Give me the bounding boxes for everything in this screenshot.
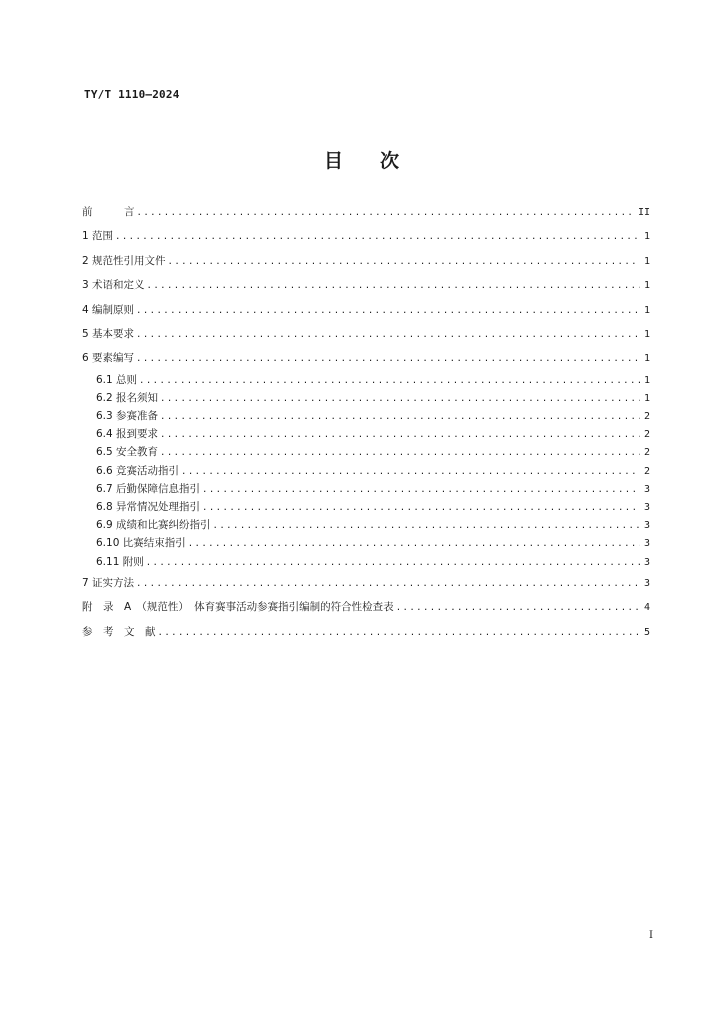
toc-entry-page: II	[637, 207, 650, 218]
dot-leader	[396, 596, 640, 620]
toc-entry-page: 5	[643, 626, 650, 638]
toc-entry-terms[interactable]	[82, 273, 650, 297]
toc-entry-label: 6.4 报到要求	[96, 428, 159, 441]
dot-leader	[158, 621, 641, 645]
toc-entry-label: 4 编制原则	[82, 303, 135, 316]
toc-entry-page: 1	[643, 374, 650, 386]
toc-entry-page: 3	[643, 483, 650, 495]
toc-entry-page: 3	[643, 538, 650, 550]
toc-entry-label: 6 要素编写	[82, 352, 135, 365]
toc-entry-label: 6.8 异常情况处理指引	[96, 501, 201, 514]
toc-entry-6-8[interactable]	[82, 498, 650, 516]
toc-entry-page: 3	[643, 520, 650, 532]
toc-entry-appendix-a[interactable]	[82, 595, 650, 619]
toc-entry-label: 6.11 附则	[96, 555, 144, 568]
toc-entry-6-5[interactable]	[82, 443, 650, 461]
dot-leader	[147, 274, 640, 298]
toc-entry-6-3[interactable]	[82, 407, 650, 425]
toc-entry-element-drafting[interactable]	[82, 346, 650, 370]
dot-leader	[202, 499, 640, 517]
toc-entry-page: 1	[643, 392, 650, 404]
dot-leader	[188, 535, 640, 553]
toc-entry-6-11[interactable]	[82, 553, 650, 571]
page-number: I	[649, 930, 653, 941]
toc-entry-label: 6.1 总则	[96, 373, 138, 386]
title-char-2: 次	[380, 150, 401, 172]
dot-leader	[139, 372, 640, 390]
toc-entry-6-9[interactable]	[82, 516, 650, 534]
dot-leader	[202, 481, 640, 499]
toc-entry-label: 2 规范性引用文件	[82, 254, 166, 267]
toc-entry-page: 1	[643, 255, 650, 267]
dot-leader	[136, 323, 640, 347]
toc-entry-label: 6.5 安全教育	[96, 446, 159, 459]
dot-leader	[160, 408, 640, 426]
toc-entry-page: 2	[643, 465, 650, 477]
toc-entry-page: 1	[643, 231, 650, 243]
title-char-1: 目	[323, 150, 344, 172]
toc-entry-label: 6.10 比赛结束指引	[96, 537, 186, 550]
toc-entry-foreword[interactable]	[82, 200, 650, 224]
toc-entry-principles[interactable]	[82, 298, 650, 322]
toc-entry-6-1[interactable]	[82, 371, 650, 389]
toc-entry-page: 2	[643, 447, 650, 459]
dot-leader	[213, 517, 640, 535]
toc-entry-page: 2	[643, 429, 650, 441]
dot-leader	[181, 463, 640, 481]
dot-leader	[160, 444, 640, 462]
toc-entry-page: 3	[643, 577, 650, 589]
toc-entry-page: 3	[643, 502, 650, 514]
dot-leader	[168, 250, 640, 274]
toc-entry-label: 7 证实方法	[82, 576, 135, 589]
toc-entry-page: 1	[643, 353, 650, 365]
toc-entry-basic-requirements[interactable]	[82, 322, 650, 346]
page-title	[0, 146, 724, 173]
toc-entry-label: 1 范围	[82, 230, 114, 243]
standard-code: TY/T 1110—2024	[84, 88, 180, 101]
table-of-contents	[82, 200, 650, 644]
toc-entry-normative-references[interactable]	[82, 249, 650, 273]
toc-entry-verification[interactable]	[82, 571, 650, 595]
toc-entry-6-6[interactable]	[82, 462, 650, 480]
toc-entry-label: 6.6 竞赛活动指引	[96, 464, 180, 477]
toc-entry-label: 附 录 A （规范性） 体育赛事活动参赛指引编制的符合性检查表	[82, 601, 394, 614]
toc-entry-label: 5 基本要求	[82, 327, 135, 340]
dot-leader	[160, 390, 640, 408]
toc-entry-label: 6.7 后勤保障信息指引	[96, 482, 201, 495]
dot-leader	[136, 299, 640, 323]
toc-entry-label: 6.9 成绩和比赛纠纷指引	[96, 519, 211, 532]
toc-entry-label: 6.3 参赛准备	[96, 410, 159, 423]
toc-entry-page: 4	[643, 602, 650, 614]
toc-entry-label: 前 言	[82, 206, 135, 218]
toc-entry-6-7[interactable]	[82, 480, 650, 498]
toc-entry-page: 1	[643, 328, 650, 340]
toc-entry-label: 参 考 文 献	[82, 625, 156, 638]
toc-entry-page: 1	[643, 280, 650, 292]
toc-entry-label: 6.2 报名须知	[96, 391, 159, 404]
toc-entry-page: 2	[643, 411, 650, 423]
toc-entry-label: 3 术语和定义	[82, 279, 145, 292]
toc-entry-bibliography[interactable]	[82, 620, 650, 644]
dot-leader	[137, 201, 636, 225]
toc-entry-6-2[interactable]	[82, 389, 650, 407]
dot-leader	[146, 554, 640, 572]
dot-leader	[160, 426, 640, 444]
dot-leader	[115, 225, 640, 249]
toc-entry-6-4[interactable]	[82, 425, 650, 443]
toc-entry-6-10[interactable]	[82, 534, 650, 552]
toc-entry-page: 1	[643, 304, 650, 316]
dot-leader	[136, 572, 640, 596]
toc-entry-page: 3	[643, 556, 650, 568]
toc-entry-scope[interactable]	[82, 224, 650, 248]
dot-leader	[136, 347, 640, 371]
